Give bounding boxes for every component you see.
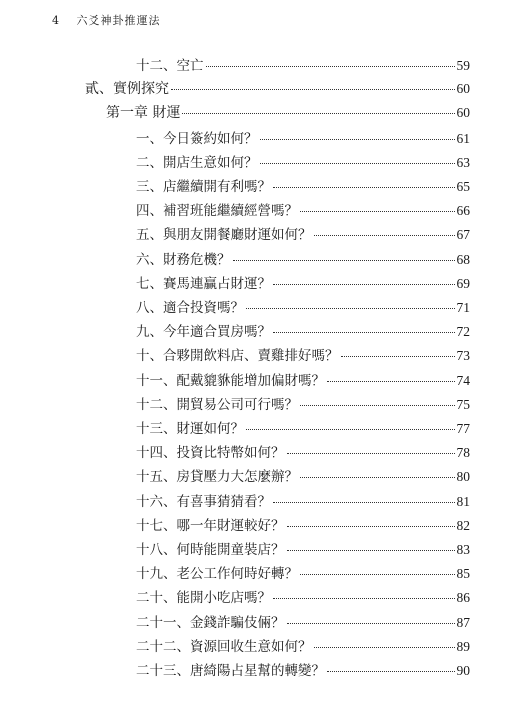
dot-leader [341, 356, 455, 357]
dot-leader [182, 113, 454, 114]
toc-entry-title: 五、與朋友開餐廳財運如何？ [136, 227, 312, 244]
toc-entry [106, 102, 470, 122]
toc-entry-page: 77 [456, 421, 470, 436]
dot-leader [300, 211, 455, 212]
header-page-number: 4 [52, 14, 60, 27]
toc-entry [136, 127, 470, 147]
header-book-title: 六爻神卦推運法 [76, 14, 161, 27]
toc-entry [136, 538, 470, 558]
dot-leader [314, 647, 455, 648]
toc-entry-title: 十二、開貿易公司可行嗎？ [136, 396, 298, 413]
toc-entry-title: 二十、能開小吃店嗎？ [136, 590, 271, 607]
dot-leader [260, 163, 455, 164]
toc-entry-page: 60 [456, 81, 470, 97]
toc-entry [136, 659, 470, 679]
toc-entry-page: 90 [456, 663, 470, 678]
toc-entry-title: 二十二、資源回收生意如何？ [136, 638, 312, 655]
toc-entry-page: 59 [456, 58, 470, 73]
dot-leader [273, 502, 455, 503]
toc-entry-title: 四、補習班能繼續經營嗎？ [136, 203, 298, 220]
toc-entry-page: 67 [456, 227, 470, 243]
toc-entry-page: 68 [456, 251, 470, 267]
toc-entry-title: 貳、實例探究 [85, 81, 169, 98]
dot-leader [287, 550, 455, 551]
toc-entry-page: 60 [456, 105, 470, 121]
toc-entry-page: 69 [456, 275, 470, 291]
dot-leader [287, 623, 455, 624]
dot-leader [327, 671, 455, 672]
dot-leader [260, 139, 455, 140]
dot-leader [246, 429, 455, 430]
toc-entry-page: 78 [456, 445, 470, 461]
toc-entry-title: 七、賽馬連贏占財運？ [136, 275, 271, 292]
dot-leader [287, 453, 455, 454]
toc-entry [136, 199, 470, 219]
toc-entry-page: 65 [456, 179, 470, 194]
dot-leader [314, 235, 455, 236]
toc-entry-page: 86 [456, 590, 470, 606]
toc-entry-page: 87 [456, 614, 470, 630]
toc-entry-title: 二十三、唐綺陽占星幫的轉變？ [136, 663, 325, 679]
toc-entry-page: 66 [456, 203, 470, 219]
dot-leader [246, 308, 455, 309]
toc-entry-title: 十三、財運如何？ [136, 421, 244, 437]
toc-entry [136, 586, 470, 606]
toc-entry-title: 八、適合投資嗎？ [136, 300, 244, 316]
toc-entry-page: 75 [456, 396, 470, 412]
dot-leader [287, 526, 455, 527]
dot-leader [273, 332, 455, 333]
dot-leader [300, 405, 455, 406]
toc-entry-page: 83 [456, 542, 470, 557]
dot-leader [233, 260, 455, 261]
toc-entry [136, 441, 470, 461]
toc-entry-title: 六、財務危機？ [136, 251, 231, 268]
toc-entry-title: 第一章 財運 [106, 105, 181, 122]
toc-entry [136, 248, 470, 268]
toc-entry [136, 635, 470, 655]
toc-entry-page: 85 [456, 566, 470, 582]
toc-entry-title: 三、店繼續開有利嗎？ [136, 179, 271, 195]
toc-entry [136, 514, 470, 534]
toc-entry [136, 369, 470, 389]
toc-entry-title: 十一、配戴貔貅能增加偏財嗎？ [136, 372, 325, 389]
toc-entry [136, 465, 470, 485]
toc-entry [136, 54, 470, 74]
toc-entry [136, 151, 470, 171]
toc-entry-page: 74 [456, 372, 470, 388]
toc-entry-page: 73 [456, 348, 470, 364]
toc-entry [136, 296, 470, 316]
dot-leader [273, 598, 455, 599]
dot-leader [300, 574, 455, 575]
toc-entry [136, 417, 470, 437]
toc-entry [136, 490, 470, 510]
toc-entry-title: 十二、空亡 [136, 58, 204, 74]
toc-entry-page: 71 [456, 300, 470, 315]
toc-entry [136, 320, 470, 340]
toc-entry [85, 78, 470, 98]
toc-entry [136, 223, 470, 243]
toc-entry-title: 十八、何時能開童裝店？ [136, 542, 285, 558]
toc-entry [136, 562, 470, 582]
toc-entry-title: 一、今日簽約如何？ [136, 130, 258, 147]
dot-leader [206, 66, 455, 67]
toc-entry-title: 十七、哪一年財運較好？ [136, 517, 285, 534]
toc-entry-page: 63 [456, 154, 470, 170]
toc-entry [136, 393, 470, 413]
toc-entry-title: 二、開店生意如何？ [136, 154, 258, 171]
toc-entry-page: 72 [456, 324, 470, 340]
toc-entry-title: 二十一、金錢詐騙伎倆？ [136, 614, 285, 631]
dot-leader [273, 187, 455, 188]
toc-entry-page: 80 [456, 469, 470, 485]
toc-entry-title: 十五、房貸壓力大怎麼辦？ [136, 469, 298, 486]
toc-entry-page: 81 [456, 493, 470, 509]
dot-leader [327, 381, 455, 382]
dot-leader [171, 89, 455, 90]
toc-entry [136, 611, 470, 631]
toc-entry-page: 61 [456, 130, 470, 146]
dot-leader [273, 284, 455, 285]
toc-entry [136, 344, 470, 364]
toc-entry [136, 175, 470, 195]
toc-entry-title: 九、今年適合買房嗎？ [136, 324, 271, 341]
toc-entry-page: 89 [456, 638, 470, 654]
toc-entry-title: 十九、老公工作何時好轉？ [136, 566, 298, 583]
toc-entry-page: 82 [456, 517, 470, 533]
dot-leader [300, 477, 455, 478]
toc-entry [136, 272, 470, 292]
toc-entry-title: 十、合夥開飲料店、賣雞排好嗎？ [136, 348, 339, 365]
toc-entry-title: 十六、有喜事猜猜看？ [136, 493, 271, 510]
toc-entry-title: 十四、投資比特幣如何？ [136, 445, 285, 462]
